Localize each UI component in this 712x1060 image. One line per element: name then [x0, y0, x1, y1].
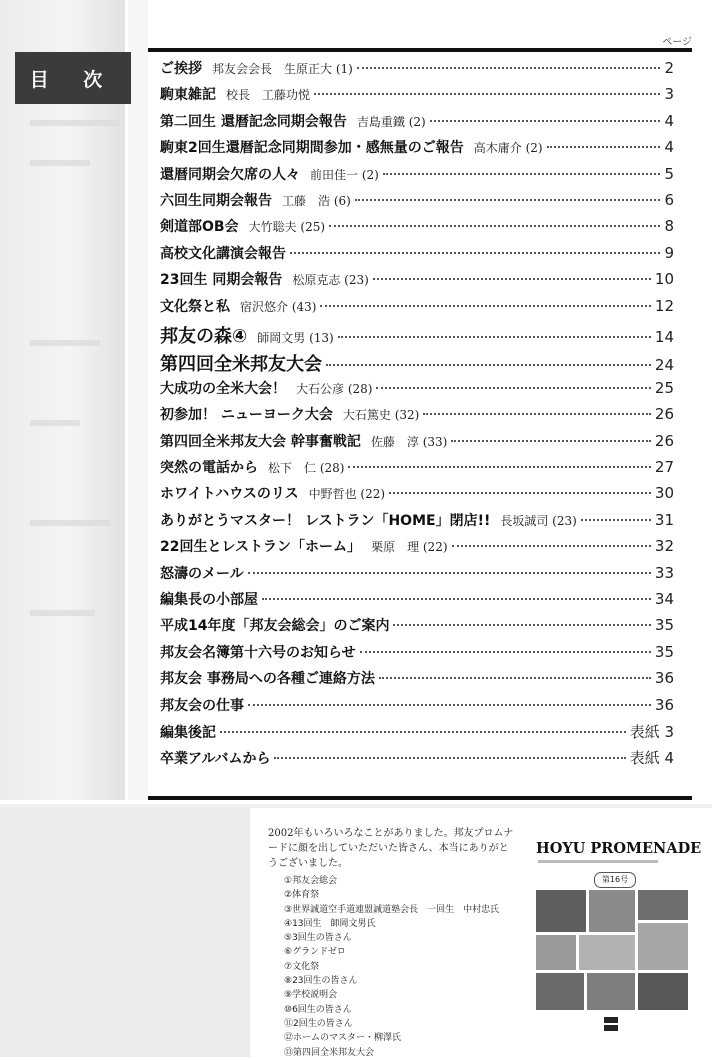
ghost-text-line: [30, 420, 80, 426]
cover-note-item: ⑦文化祭: [284, 961, 320, 972]
toc-entry-author: 前田佳一 (2): [310, 167, 379, 182]
cover-note-item: ⑨学校説明会: [284, 990, 338, 1001]
toc-entry-page: 4: [664, 138, 674, 157]
toc-entry-page: 36: [654, 695, 674, 714]
toc-entry-page: 32: [654, 537, 674, 556]
toc-entry: [160, 58, 674, 84]
toc-entry-page: 27: [654, 458, 674, 477]
toc-entry: [160, 615, 674, 641]
collage-photo: [587, 973, 635, 1010]
toc-entry: [160, 457, 674, 483]
page-column-label: ページ: [662, 37, 692, 48]
toc-leader-dots: [348, 466, 650, 468]
collage-photo: [638, 923, 688, 970]
toc-entry-author: 長坂誠司 (23): [500, 513, 577, 528]
collage-photo: [536, 973, 584, 1010]
toc-entry-title: 文化祭と私: [160, 298, 230, 315]
toc-top-rule: [148, 48, 692, 52]
toc-leader-dots: [248, 704, 651, 706]
toc-entry-title: 六回生同期会報告: [160, 192, 272, 209]
toc-leader-dots: [581, 519, 651, 521]
toc-entry-title: 駒東雑記: [160, 87, 216, 104]
toc-entry-author: 大竹聡夫 (25): [248, 220, 326, 235]
toc-entry: [160, 721, 674, 747]
toc-entry-title: 邦友の森④: [160, 325, 248, 347]
toc-leader-dots: [430, 120, 661, 122]
toc-entry: [160, 563, 674, 589]
toc-badge: 目 次: [15, 52, 131, 104]
toc-leader-dots: [220, 731, 626, 733]
toc-entry-title: 剣道部OB会: [160, 219, 239, 236]
toc-leader-dots: [360, 651, 651, 653]
ghost-text-line: [30, 340, 100, 346]
toc-entry-page: 8: [664, 217, 674, 236]
toc-entry-title: 邦友会の仕事: [160, 697, 244, 714]
collage-photo: [589, 890, 635, 932]
cover-notes-intro: 2002年もいろいろなことがありました。邦友プロムナードに顔を出していただいた皆さん、本当にありがとうございました。: [268, 828, 514, 869]
toc-entry: [160, 536, 674, 562]
cover-issue-badge: 第16号: [594, 872, 636, 888]
cover-photo-notes: [268, 826, 518, 1060]
toc-leader-dots: [547, 146, 661, 148]
cover-note-item: ⑬第四回全米邦友大会: [284, 1047, 375, 1058]
toc-entry-title: 平成14年度「邦友会総会」のご案内: [160, 618, 390, 635]
toc-entry-title: 駒東2回生還暦記念同期間参加・感無量のご報告: [160, 140, 464, 157]
toc-entry-author: 大石篤史 (32): [342, 408, 420, 423]
toc-entry-page: 9: [664, 243, 674, 262]
toc-entry: [160, 84, 674, 110]
toc-entry-title: 第四回全米邦友大会: [160, 353, 322, 375]
toc-entry: [160, 111, 674, 137]
toc-leader-dots: [326, 364, 651, 366]
toc-entry-author: 校長 工藤功悦: [226, 88, 311, 103]
cover-note-item: ⑫ホームのマスター・柳澤氏: [284, 1033, 402, 1044]
margin-column: [128, 0, 148, 800]
cover-note-item: ⑧23回生の皆さん: [284, 976, 358, 987]
toc-entry-title: 卒業アルバムから: [160, 751, 271, 768]
toc-entry: [160, 589, 674, 615]
cover-notes-list: [268, 874, 518, 1060]
toc-entry-title: ホワイトハウスのリス: [160, 486, 299, 503]
toc-entry: [160, 404, 674, 430]
toc-entry-page: 5: [664, 164, 674, 183]
toc-entry: [160, 296, 674, 322]
collage-photo: [638, 890, 688, 920]
toc-entry: [160, 322, 674, 350]
toc-entry-page: 6: [664, 190, 674, 209]
ghost-text-line: [30, 520, 110, 526]
left-margin-strip: [0, 0, 125, 800]
toc-entry-page: 14: [654, 327, 674, 346]
toc-entry: [160, 642, 674, 668]
toc-entry-page: 30: [654, 484, 674, 503]
cover-photo-collage: [536, 890, 688, 1010]
toc-entry-page: 35: [654, 616, 674, 635]
toc-entry-author: 栗原 理 (22): [371, 540, 448, 555]
toc-entry-title: 編集長の小部屋: [160, 592, 258, 609]
toc-entry: [160, 668, 674, 694]
toc-entry-title: 編集後記: [160, 724, 216, 741]
collage-photo: [579, 935, 635, 970]
toc-entry-page: 34: [654, 590, 674, 609]
toc-entry-page: 35: [654, 642, 674, 661]
toc-leader-dots: [393, 624, 650, 626]
toc-leader-dots: [320, 305, 650, 307]
toc-leader-dots: [452, 545, 651, 547]
toc-leader-dots: [383, 173, 661, 175]
toc-entry-page: 3: [664, 85, 674, 104]
toc-entry-page: 26: [654, 405, 674, 424]
toc-leader-dots: [355, 199, 661, 201]
cover-note-item: ②体育祭: [284, 890, 320, 901]
cover-subtitle-line: [538, 860, 658, 863]
toc-entry: [160, 378, 674, 404]
toc-leader-dots: [248, 572, 651, 574]
toc-entry: [160, 243, 674, 269]
toc-entry: [160, 431, 674, 457]
toc-entry-title: 怒濤のメール: [160, 565, 244, 582]
toc-entry-page: 表紙 3: [629, 722, 674, 741]
toc-entry-title: 第四回全米邦友大会 幹事奮戦記: [160, 433, 361, 450]
toc-leader-dots: [357, 67, 661, 69]
table-of-contents: [160, 58, 674, 774]
toc-entry-title: 高校文化講演会報告: [160, 245, 286, 262]
toc-entry: [160, 695, 674, 721]
toc-entry: [160, 350, 674, 378]
toc-leader-dots: [379, 677, 651, 679]
cover-note-item: ⑪2回生の皆さん: [284, 1018, 353, 1029]
toc-entry-author: 高木庸介 (2): [473, 141, 543, 156]
cover-note-item: ⑥グランドゼロ: [284, 947, 346, 958]
toc-leader-dots: [329, 225, 660, 227]
toc-entry-author: 中野哲也 (22): [308, 487, 386, 502]
toc-leader-dots: [290, 252, 660, 254]
toc-entry-title: 23回生 同期会報告: [160, 272, 283, 289]
toc-entry-page: 2: [664, 59, 674, 77]
toc-entry-author: 邦友会会長 生原正大 (1): [212, 62, 353, 76]
toc-bottom-rule: [148, 796, 692, 800]
cover-note-item: ⑤3回生の皆さん: [284, 933, 352, 944]
toc-entry: [160, 747, 674, 773]
toc-entry-page: 36: [654, 669, 674, 688]
toc-leader-dots: [274, 757, 625, 759]
toc-entry-author: 吉島重鐵 (2): [356, 114, 426, 129]
toc-entry-author: 佐藤 淳 (33): [370, 434, 448, 449]
toc-entry-title: ご挨拶: [160, 61, 202, 77]
toc-leader-dots: [373, 278, 651, 280]
magazine-cover: [532, 822, 702, 1042]
toc-entry: [160, 164, 674, 190]
toc-entry-author: 松原克志 (23): [292, 273, 369, 288]
toc-entry-author: 宿沢悠介 (43): [240, 299, 317, 314]
toc-entry-page: 25: [654, 378, 674, 397]
cover-note-item: ①邦友会総会: [284, 876, 338, 886]
toc-entry-page: 33: [654, 563, 674, 582]
toc-entry-title: ありがとうマスター！ レストラン「HOME」閉店!!: [160, 512, 491, 529]
toc-entry-author: 工藤 浩 (6): [282, 193, 351, 208]
toc-entry: [160, 510, 674, 536]
toc-entry-page: 10: [654, 270, 674, 289]
collage-photo: [638, 973, 688, 1010]
toc-entry-title: 還暦同期会欠席の人々: [160, 166, 300, 183]
cover-note-item: ⑩6回生の皆さん: [284, 1004, 352, 1015]
toc-entry-author: 松下 仁 (28): [268, 461, 345, 476]
toc-entry-title: 第二回生 還暦記念同期会報告: [160, 113, 347, 130]
toc-entry-page: 26: [654, 431, 674, 450]
toc-entry-title: 初参加！ ニューヨーク大会: [160, 407, 333, 424]
toc-leader-dots: [389, 492, 651, 494]
toc-entry-title: 突然の電話から: [160, 460, 258, 477]
toc-leader-dots: [314, 93, 660, 95]
toc-entry-title: 22回生とレストラン「ホーム」: [160, 539, 362, 556]
collage-photo: [536, 890, 586, 932]
toc-leader-dots: [338, 336, 651, 338]
toc-entry: [160, 269, 674, 295]
toc-entry: [160, 216, 674, 242]
ghost-text-line: [30, 120, 120, 126]
toc-leader-dots: [262, 598, 651, 600]
toc-entry-page: 24: [654, 355, 674, 374]
cover-note-item: ④13回生 師岡文男氏: [284, 918, 376, 929]
toc-entry-page: 表紙 4: [629, 749, 674, 768]
toc-entry: [160, 483, 674, 509]
toc-entry: [160, 137, 674, 163]
bottom-left-panel: [0, 808, 250, 1057]
collage-photo: [536, 935, 576, 970]
toc-leader-dots: [423, 413, 651, 415]
toc-entry-page: 31: [654, 510, 674, 529]
toc-entry-page: 4: [664, 111, 674, 130]
toc-entry-page: 12: [654, 296, 674, 315]
toc-entry-author: 大石公彦 (28): [296, 381, 373, 396]
ghost-text-line: [30, 610, 95, 616]
toc-entry: [160, 190, 674, 216]
toc-leader-dots: [451, 440, 651, 442]
toc-entry-title: 邦友会 事務局への各種ご連絡方法: [160, 671, 375, 688]
cover-footer-tag: [604, 1017, 618, 1023]
toc-entry-title: 大成功の全米大会！: [160, 380, 286, 397]
cover-note-item: ③世界誠道空手道連盟誠道塾会長 一回生 中村忠氏: [284, 904, 500, 915]
ghost-text-line: [30, 160, 90, 166]
cover-title: HOYU PROMENADE: [536, 840, 702, 857]
toc-entry-author: 師岡文男 (13): [257, 330, 334, 345]
toc-entry-title: 邦友会名簿第十六号のお知らせ: [160, 644, 356, 661]
toc-leader-dots: [376, 387, 650, 389]
cover-footer-tag: [604, 1025, 618, 1031]
